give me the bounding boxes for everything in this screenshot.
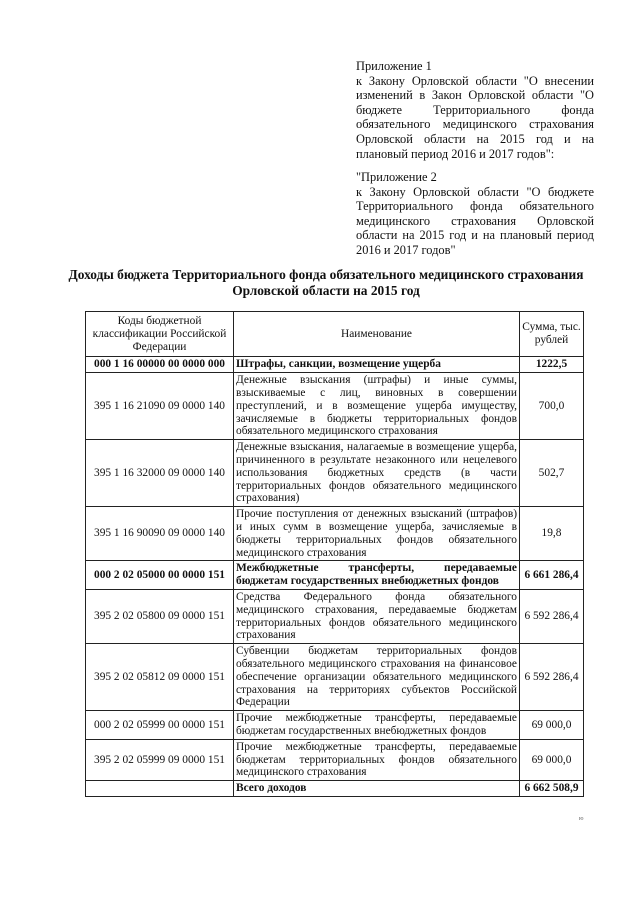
name-cell: Денежные взыскания (штрафы) и иные суммы, взыскиваемые с лиц, виновных в совершении преступлений, и в возмещение ущерба имуществу, зачисляемые в бюджеты территориальных фондов обязательного медицинского страхования	[234, 373, 520, 440]
code-cell: 395 2 02 05800 09 0000 151	[86, 589, 234, 643]
amount-cell: 6 661 286,4	[520, 561, 584, 590]
header-amount: Сумма, тыс. рублей	[520, 312, 584, 357]
table-row	[86, 373, 584, 440]
annex-2-text: к Закону Орловской области "О бюджете Территориального фонда обязательного медицинского страхования Орловской области на 2015 год и на плановый период 2016 и 2017 годов"	[356, 184, 594, 257]
table-row	[86, 357, 584, 373]
code-cell: 395 1 16 21090 09 0000 140	[86, 373, 234, 440]
total-row	[86, 781, 584, 797]
name-cell: Прочие межбюджетные трансферты, передаваемые бюджетам государственных внебюджетных фондов	[234, 711, 520, 740]
annex-1-heading: Приложение 1	[356, 59, 432, 73]
code-cell: 000 2 02 05999 00 0000 151	[86, 711, 234, 740]
table-row	[86, 589, 584, 643]
name-cell: Денежные взыскания, налагаемые в возмещение ущерба, причиненного в результате незаконного или нецелевого использования бюджетных средств (в части территориальных фондов обязательного медицинского страхования)	[234, 440, 520, 507]
amount-cell: 6 592 286,4	[520, 589, 584, 643]
name-cell: Субвенции бюджетам территориальных фондов обязательного медицинского страхования на финансовое обеспечение организации обязательного медицинского страхования на территориях субъектов Российской Федерации	[234, 644, 520, 711]
total-code-cell	[86, 781, 234, 797]
amount-cell: 6 592 286,4	[520, 644, 584, 711]
header-code: Коды бюджетной классификации Российской Федерации	[86, 312, 234, 357]
amount-cell: 700,0	[520, 373, 584, 440]
name-cell: Средства Федерального фонда обязательного медицинского страхования, передаваемые бюджетам территориальных фондов обязательного медицинского страхования	[234, 589, 520, 643]
total-label: Всего доходов	[234, 781, 520, 797]
annex-1-text: к Закону Орловской области "О внесении изменений в Закон Орловской области "О бюджете Территориального фонда обязательного медицинского страхования Орловской области на 2015 год и на плановый период 2016 и 2017 годов":	[356, 73, 594, 161]
code-cell: 395 2 02 05999 09 0000 151	[86, 739, 234, 780]
title-line-1: Доходы бюджета Территориального фонда обязательного медицинского страхования	[68, 267, 584, 282]
table-row	[86, 507, 584, 561]
code-cell: 395 2 02 05812 09 0000 151	[86, 644, 234, 711]
page-mark: ю	[579, 816, 584, 822]
name-cell: Межбюджетные трансферты, передаваемые бюджетам государственных внебюджетных фондов	[234, 561, 520, 590]
revenue-table	[85, 311, 584, 797]
code-cell: 395 1 16 32000 09 0000 140	[86, 440, 234, 507]
amount-cell: 19,8	[520, 507, 584, 561]
name-cell: Штрафы, санкции, возмещение ущерба	[234, 357, 520, 373]
annex-2-heading: "Приложение 2	[356, 170, 437, 184]
header-name: Наименование	[234, 312, 520, 357]
table-row	[86, 561, 584, 590]
annex-2-block	[356, 170, 594, 258]
code-cell: 000 2 02 05000 00 0000 151	[86, 561, 234, 590]
table-row	[86, 440, 584, 507]
total-amount: 6 662 508,9	[520, 781, 584, 797]
table-row	[86, 739, 584, 780]
amount-cell: 1222,5	[520, 357, 584, 373]
amount-cell: 69 000,0	[520, 711, 584, 740]
table-header-row	[86, 312, 584, 357]
document-title	[56, 267, 596, 299]
annex-1-block	[356, 59, 594, 161]
code-cell: 395 1 16 90090 09 0000 140	[86, 507, 234, 561]
table-row	[86, 711, 584, 740]
table-row	[86, 644, 584, 711]
amount-cell: 69 000,0	[520, 739, 584, 780]
table-body	[86, 357, 584, 797]
name-cell: Прочие поступления от денежных взысканий (штрафов) и иных сумм в возмещение ущерба, зачисляемые в бюджеты территориальных фондов обязательного медицинского страхования	[234, 507, 520, 561]
title-line-2: Орловской области на 2015 год	[232, 283, 420, 298]
code-cell: 000 1 16 00000 00 0000 000	[86, 357, 234, 373]
name-cell: Прочие межбюджетные трансферты, передаваемые бюджетам территориальных фондов обязательного медицинского страхования	[234, 739, 520, 780]
amount-cell: 502,7	[520, 440, 584, 507]
